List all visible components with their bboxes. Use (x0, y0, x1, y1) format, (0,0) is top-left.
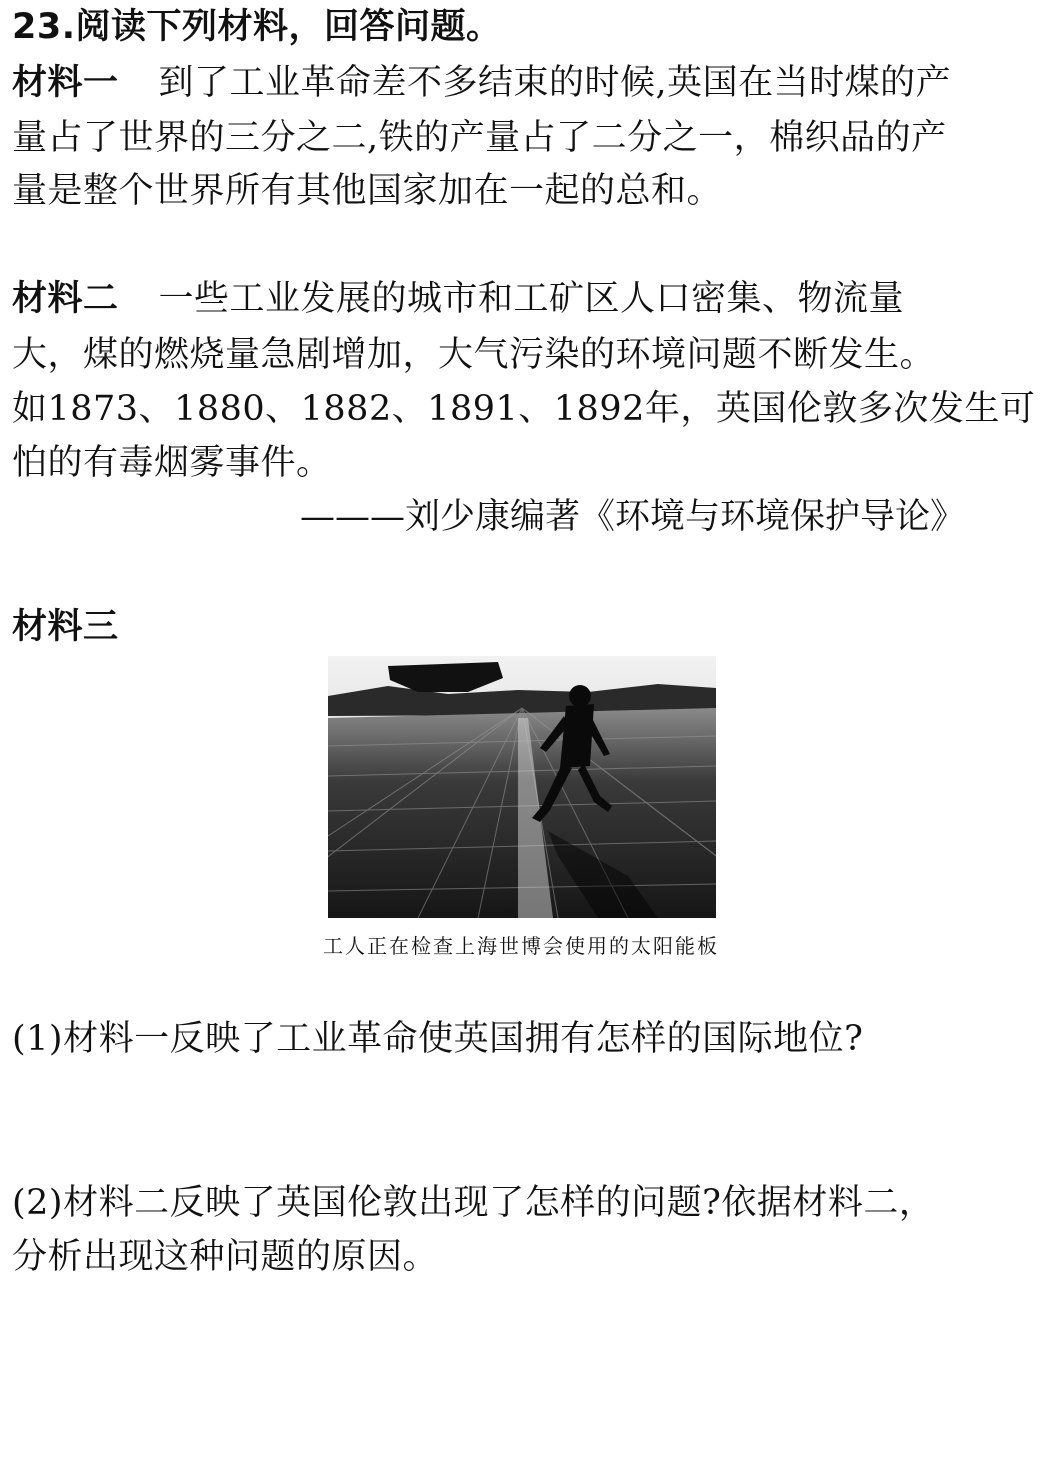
question-title: 23.阅读下列材料，回答问题。 (12, 7, 502, 47)
material1-text-3: 量是整个世界所有其他国家加在一起的总和。 (12, 171, 723, 211)
material2-text-4: 怕的有毒烟雾事件。 (12, 443, 332, 483)
material1-label: 材料一 (12, 63, 119, 103)
material2-line1 (12, 276, 904, 322)
material2-text-1: 一些工业发展的城市和工矿区人口密集、物流量 (158, 279, 905, 319)
material2-text-3: 如1873、1880、1882、1891、1892年，英国伦敦多次发生可 (12, 389, 1036, 429)
question-2-line1: (2)材料二反映了英国伦敦出现了怎样的问题?依据材料二， (12, 1183, 935, 1223)
material1-text-1: 到了工业革命差不多结束的时候,英国在当时煤的产 (158, 63, 952, 103)
material3-line (12, 604, 119, 650)
question-1: (1)材料一反映了工业革命使英国拥有怎样的国际地位? (12, 1019, 864, 1059)
material2-label: 材料二 (12, 279, 119, 319)
material3-label: 材料三 (12, 607, 119, 647)
question-2-line2: 分析出现这种问题的原因。 (12, 1237, 439, 1277)
material1-text-2: 量占了世界的三分之二,铁的产量占了二分之一，棉织品的产 (12, 118, 947, 158)
solar-panel-photo (328, 656, 716, 918)
material1-line1 (12, 60, 951, 106)
material2-text-2: 大，煤的燃烧量急剧增加，大气污染的环境问题不断发生。 (12, 335, 936, 375)
material2-source: ———刘少康编著《环境与环境保护导论》 (300, 497, 966, 537)
photo-caption: 工人正在检查上海世博会使用的太阳能板 (323, 934, 719, 958)
